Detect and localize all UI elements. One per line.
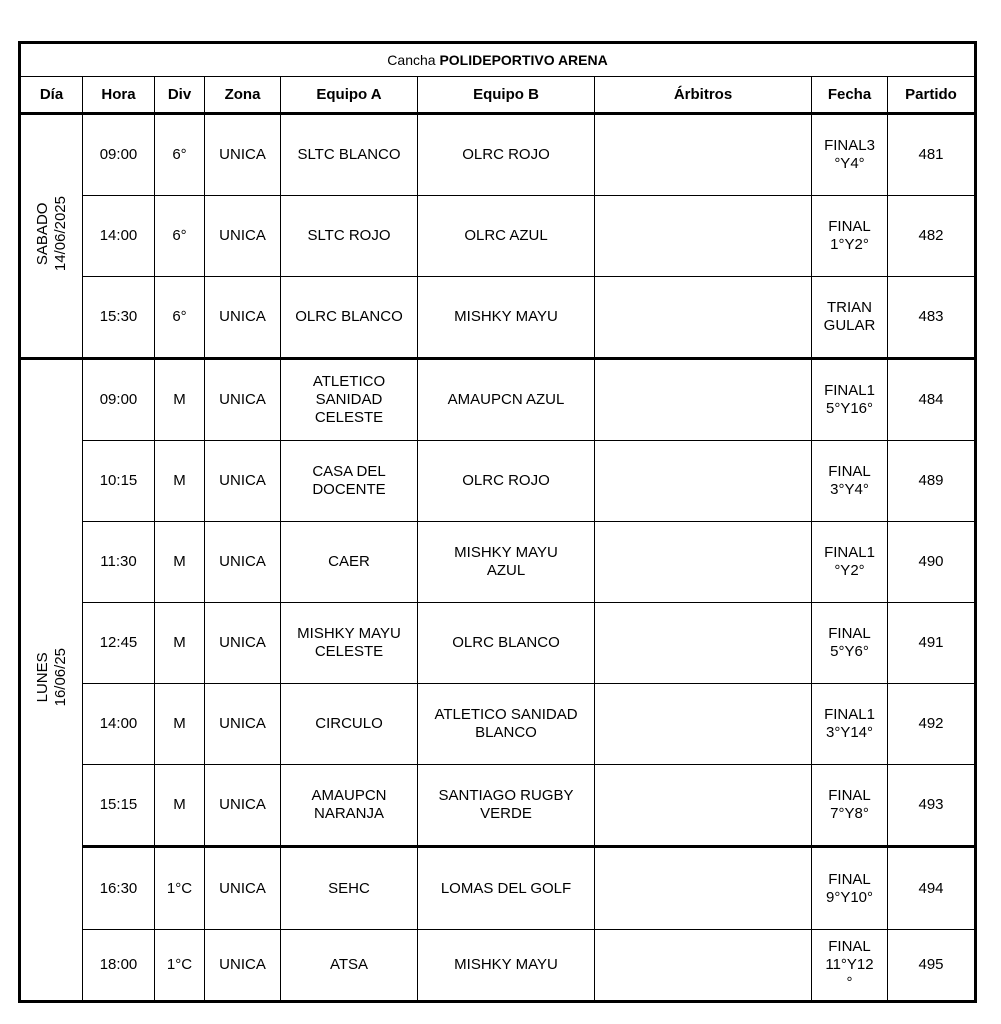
partido-cell: 495 <box>888 930 976 1002</box>
div-cell: M <box>155 684 205 765</box>
hora-cell: 18:00 <box>83 930 155 1002</box>
fecha-cell: FINAL 11°Y12 ° <box>812 930 888 1002</box>
day-cell <box>20 114 83 359</box>
partido-cell: 484 <box>888 359 976 441</box>
partido-cell: 482 <box>888 196 976 277</box>
zona-cell: UNICA <box>205 930 281 1002</box>
header-arbitros: Árbitros <box>595 77 812 114</box>
table-row <box>20 684 976 765</box>
hora-cell: 15:15 <box>83 765 155 847</box>
zona-cell: UNICA <box>205 277 281 359</box>
arbitros-cell <box>595 277 812 359</box>
equipo-b-cell: OLRC ROJO <box>418 114 595 196</box>
partido-cell: 493 <box>888 765 976 847</box>
zona-cell: UNICA <box>205 359 281 441</box>
arbitros-cell <box>595 441 812 522</box>
zona-cell: UNICA <box>205 765 281 847</box>
day-cell <box>20 359 83 1002</box>
table-row <box>20 522 976 603</box>
zona-cell: UNICA <box>205 847 281 930</box>
zona-cell: UNICA <box>205 684 281 765</box>
arbitros-cell <box>595 196 812 277</box>
table-row <box>20 847 976 930</box>
arbitros-cell <box>595 847 812 930</box>
title-prefix: Cancha <box>387 52 440 68</box>
zona-cell: UNICA <box>205 114 281 196</box>
div-cell: 1°C <box>155 847 205 930</box>
partido-cell: 492 <box>888 684 976 765</box>
day-label: SABADO 14/06/2025 <box>33 195 69 272</box>
equipo-a-cell: SEHC <box>281 847 418 930</box>
table-title <box>20 43 976 77</box>
equipo-a-cell: CIRCULO <box>281 684 418 765</box>
equipo-a-cell: SLTC ROJO <box>281 196 418 277</box>
zona-cell: UNICA <box>205 522 281 603</box>
equipo-a-cell: CAER <box>281 522 418 603</box>
div-cell: M <box>155 441 205 522</box>
header-dia: Día <box>20 77 83 114</box>
div-cell: M <box>155 359 205 441</box>
fecha-cell: FINAL 1°Y2° <box>812 196 888 277</box>
equipo-a-cell: MISHKY MAYU CELESTE <box>281 603 418 684</box>
table-row <box>20 765 976 847</box>
hora-cell: 14:00 <box>83 684 155 765</box>
div-cell: 6° <box>155 114 205 196</box>
arbitros-cell <box>595 930 812 1002</box>
fecha-cell: FINAL 9°Y10° <box>812 847 888 930</box>
table-row <box>20 930 976 1002</box>
header-hora: Hora <box>83 77 155 114</box>
partido-cell: 491 <box>888 603 976 684</box>
fecha-cell: FINAL 5°Y6° <box>812 603 888 684</box>
fecha-cell: FINAL1 3°Y14° <box>812 684 888 765</box>
div-cell: 6° <box>155 196 205 277</box>
table-row <box>20 441 976 522</box>
arbitros-cell <box>595 684 812 765</box>
div-cell: M <box>155 603 205 684</box>
partido-cell: 481 <box>888 114 976 196</box>
hora-cell: 09:00 <box>83 359 155 441</box>
arbitros-cell <box>595 765 812 847</box>
zona-cell: UNICA <box>205 196 281 277</box>
header-zona: Zona <box>205 77 281 114</box>
partido-cell: 490 <box>888 522 976 603</box>
hora-cell: 15:30 <box>83 277 155 359</box>
partido-cell: 494 <box>888 847 976 930</box>
table-row <box>20 277 976 359</box>
zona-cell: UNICA <box>205 441 281 522</box>
arbitros-cell <box>595 522 812 603</box>
equipo-b-cell: LOMAS DEL GOLF <box>418 847 595 930</box>
schedule-body <box>20 114 976 1002</box>
div-cell: 1°C <box>155 930 205 1002</box>
hora-cell: 11:30 <box>83 522 155 603</box>
table-row <box>20 359 976 441</box>
fecha-cell: FINAL3 °Y4° <box>812 114 888 196</box>
equipo-b-cell: AMAUPCN AZUL <box>418 359 595 441</box>
arbitros-cell <box>595 359 812 441</box>
header-div: Div <box>155 77 205 114</box>
equipo-b-cell: MISHKY MAYU AZUL <box>418 522 595 603</box>
equipo-b-cell: OLRC AZUL <box>418 196 595 277</box>
equipo-a-cell: ATSA <box>281 930 418 1002</box>
equipo-b-cell: OLRC ROJO <box>418 441 595 522</box>
hora-cell: 16:30 <box>83 847 155 930</box>
hora-cell: 12:45 <box>83 603 155 684</box>
table-row <box>20 114 976 196</box>
table-row <box>20 603 976 684</box>
equipo-a-cell: AMAUPCN NARANJA <box>281 765 418 847</box>
table-row <box>20 196 976 277</box>
header-equipo-a: Equipo A <box>281 77 418 114</box>
fecha-cell: FINAL1 °Y2° <box>812 522 888 603</box>
day-label: LUNES 16/06/25 <box>33 648 69 707</box>
equipo-b-cell: MISHKY MAYU <box>418 277 595 359</box>
arbitros-cell <box>595 114 812 196</box>
equipo-b-cell: OLRC BLANCO <box>418 603 595 684</box>
equipo-a-cell: CASA DEL DOCENTE <box>281 441 418 522</box>
hora-cell: 14:00 <box>83 196 155 277</box>
equipo-a-cell: OLRC BLANCO <box>281 277 418 359</box>
zona-cell: UNICA <box>205 603 281 684</box>
schedule-sheet <box>18 41 974 1003</box>
equipo-a-cell: ATLETICO SANIDAD CELESTE <box>281 359 418 441</box>
fecha-cell: TRIAN GULAR <box>812 277 888 359</box>
arbitros-cell <box>595 603 812 684</box>
partido-cell: 483 <box>888 277 976 359</box>
div-cell: M <box>155 522 205 603</box>
fecha-cell: FINAL 7°Y8° <box>812 765 888 847</box>
header-fecha: Fecha <box>812 77 888 114</box>
equipo-b-cell: MISHKY MAYU <box>418 930 595 1002</box>
equipo-a-cell: SLTC BLANCO <box>281 114 418 196</box>
fecha-cell: FINAL1 5°Y16° <box>812 359 888 441</box>
equipo-b-cell: ATLETICO SANIDAD BLANCO <box>418 684 595 765</box>
fecha-cell: FINAL 3°Y4° <box>812 441 888 522</box>
header-partido: Partido <box>888 77 976 114</box>
schedule-table <box>18 41 977 1003</box>
partido-cell: 489 <box>888 441 976 522</box>
hora-cell: 09:00 <box>83 114 155 196</box>
venue-name: POLIDEPORTIVO ARENA <box>439 52 608 68</box>
header-equipo-b: Equipo B <box>418 77 595 114</box>
div-cell: M <box>155 765 205 847</box>
div-cell: 6° <box>155 277 205 359</box>
hora-cell: 10:15 <box>83 441 155 522</box>
equipo-b-cell: SANTIAGO RUGBY VERDE <box>418 765 595 847</box>
